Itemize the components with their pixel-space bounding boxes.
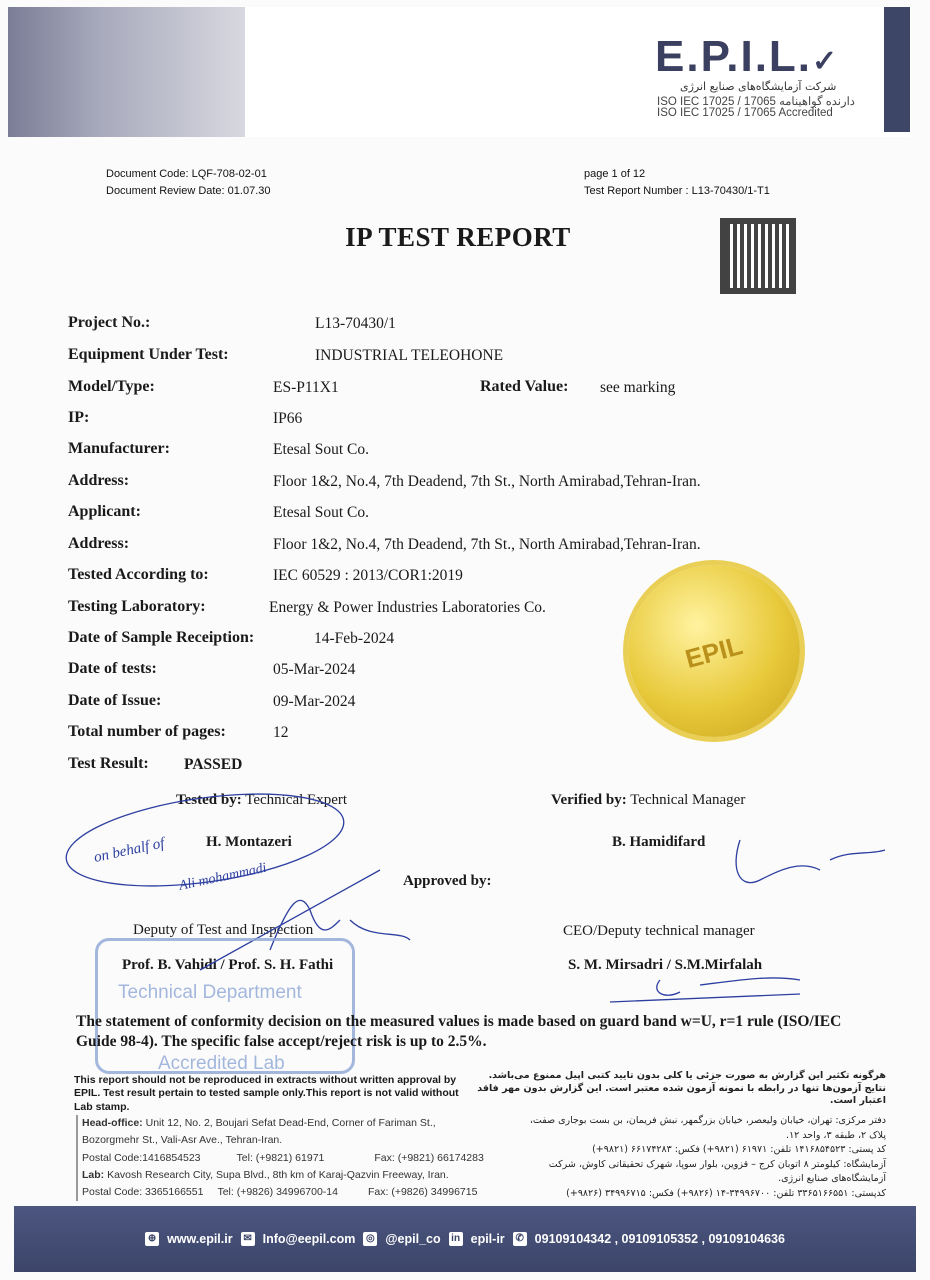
- report-number: Test Report Number : L13-70430/1-T1: [584, 185, 770, 197]
- document-code: Document Code: LQF-708-02-01: [106, 168, 267, 180]
- header-accent-bar: [884, 7, 910, 132]
- field-label: Date of Sample Receiption:: [68, 629, 255, 646]
- field-value: Energy & Power Industries Laboratories Co.: [269, 599, 546, 616]
- header-watermark: [8, 7, 245, 137]
- document-review-date: Document Review Date: 01.07.30: [106, 185, 271, 197]
- instagram-link[interactable]: @epil_co: [385, 1232, 441, 1246]
- field-value: IP66: [273, 410, 303, 427]
- field-value: Floor 1&2, No.4, 7th Deadend, 7th St., North Amirabad,Tehran-Iran.: [273, 473, 701, 490]
- verified-by: Verified by: Technical Manager: [551, 792, 746, 808]
- rated-value: see marking: [600, 379, 676, 396]
- stamp-line-2: Accredited Lab: [158, 1053, 285, 1074]
- footer-addresses-fa: دفتر مرکزی: تهران، خیابان ولیعصر، خیابان بزرگمهر، نبش فریمان، بن بست بوجاری صفت، پلاک ۲، طبقه ۳، واحد ۱۲. کد پستی: ۱۴۱۶۸۵۴۵۲۳ تلفن: ۶۱۹۷۱ (۹۸۲۱+) فکس: ۶۶۱۷۴۲۸۳ (۹۸۲۱+) آزمایشگاه: کیلومتر ۸ اتوبان کرج – قزوین، بلوار سوپا، شهرک تحقیقاتی کاوش، شرکت آزمایشگاه‌های صنایع انرژی. کدپستی: ۳۳۶۵۱۶۶۵۵۱ تلفن: ۳۴۹۹۶۷۰۰-۱۴ (۹۸۲۶+) فکس: ۳۴۹۹۶۷۱۵ (۹۸۲۶+): [529, 1115, 886, 1199]
- field-label: Model/Type:: [68, 378, 155, 395]
- qr-code: [720, 218, 796, 294]
- field-value: PASSED: [184, 756, 243, 773]
- field-value: IEC 60529 : 2013/COR1:2019: [273, 567, 463, 584]
- email-icon: ✉: [241, 1232, 255, 1246]
- verifier-name: B. Hamidifard: [612, 834, 706, 850]
- deputy-role: Deputy of Test and Inspection: [133, 922, 314, 938]
- field-label: Applicant:: [68, 503, 141, 520]
- epil-logo: E.P.I.L.✓: [655, 32, 840, 81]
- field-label: Date of tests:: [68, 660, 157, 677]
- field-label: Tested According to:: [68, 566, 209, 583]
- field-value: Etesal Sout Co.: [273, 441, 370, 458]
- tester-name: H. Montazeri: [206, 834, 292, 850]
- instagram-icon: ◎: [363, 1232, 377, 1246]
- field-value: ES-P11X1: [273, 379, 339, 396]
- handwritten-on-behalf: on behalf of: [92, 835, 166, 866]
- ceo-signature: [610, 978, 800, 1002]
- linkedin-link[interactable]: epil-ir: [470, 1232, 505, 1246]
- email-link[interactable]: Info@eepil.com: [262, 1232, 356, 1246]
- tested-by: Tested by: Technical Expert: [176, 792, 348, 808]
- field-value: Etesal Sout Co.: [273, 504, 370, 521]
- page-number: page 1 of 12: [584, 168, 646, 180]
- field-value: 12: [273, 724, 289, 741]
- iso-fa: ISO IEC 17025 / 17065 دارنده گواهینامه: [657, 96, 855, 108]
- field-label: Equipment Under Test:: [68, 346, 229, 363]
- field-label: IP:: [68, 409, 90, 426]
- field-label: Project No.:: [68, 314, 151, 331]
- stamp-line-1: Technical Department: [118, 982, 302, 1003]
- phone-numbers: 09109104342 , 09109105352 , 09109104636: [534, 1232, 785, 1246]
- deputy-names: Prof. B. Vahidi / Prof. S. H. Fathi: [122, 957, 334, 973]
- footer-addresses-en: Head-office: Unit 12, No. 2, Boujari Sefat Dead-End, Corner of Fariman St., Bozorgmehr St., Vali-Asr Ave., Tehran-Iran. Postal Code:1416854523 Tel: (+9821) 61971 Fax: (+9821) 66174283 Lab: Kavosh Research City, Supa Blvd., 8th km of Karaj-Qazvin Freeway, Iran. Postal Code: 3365166551 Tel: (+9826) 34996700-14 Fax: (+9826) 34996715: [76, 1115, 484, 1201]
- rated-value-label: Rated Value:: [480, 378, 569, 395]
- iso-accredited: ISO IEC 17025 / 17065 Accredited: [657, 107, 833, 119]
- company-name-fa: شرکت آزمایشگاه‌های صنایع انرژی: [680, 80, 837, 93]
- field-label: Testing Laboratory:: [68, 598, 206, 615]
- footer-disclaimer-fa: هرگونه تکثیر این گزارش به صورت جزئی یا کلی بدون تایید کتبی اپیل ممنوع می‌باشد. نتایج آزمون‌ها تنها در رابطه با نمونه آزمون شده معتبر است. این گزارش بدون مهر فاقد اعتبار است.: [477, 1070, 886, 1106]
- field-value: 05-Mar-2024: [273, 661, 356, 678]
- field-value: Floor 1&2, No.4, 7th Deadend, 7th St., North Amirabad,Tehran-Iran.: [273, 536, 701, 553]
- field-label: Manufacturer:: [68, 440, 170, 457]
- lab-stamp: [95, 938, 355, 1074]
- linkedin-icon: in: [449, 1232, 463, 1246]
- ceo-role: CEO/Deputy technical manager: [563, 923, 755, 939]
- field-value: 09-Mar-2024: [273, 693, 356, 710]
- field-label: Date of Issue:: [68, 692, 162, 709]
- field-label: Address:: [68, 472, 130, 489]
- whatsapp-icon: ✆: [513, 1232, 527, 1246]
- field-value: INDUSTRIAL TELEOHONE: [315, 347, 504, 364]
- gold-seal: EPIL: [628, 565, 800, 737]
- approved-by: Approved by:: [403, 873, 492, 889]
- field-label: Address:: [68, 535, 130, 552]
- field-value: L13-70430/1: [315, 315, 396, 332]
- field-label: Test Result:: [68, 755, 149, 772]
- field-value: 14-Feb-2024: [314, 630, 395, 647]
- handwritten-name: Ali mohammadi: [177, 860, 268, 894]
- globe-icon: ⊕: [145, 1232, 159, 1246]
- ceo-names: S. M. Mirsadri / S.M.Mirfalah: [568, 957, 763, 973]
- footer-disclaimer: This report should not be reproduced in extracts without written approval by EPIL. Test result pertain to tested sample only.This report is not valid without Lab stamp.: [74, 1074, 459, 1113]
- verifier-signature: [736, 840, 885, 883]
- contact-bar: [14, 1206, 916, 1272]
- website-link[interactable]: www.epil.ir: [167, 1232, 233, 1246]
- conformity-statement: The statement of conformity decision on the measured values is made based on guard band w=U, r=1 rule (ISO/IEC Guide 98-4). The specific false accept/reject risk is up to 2.5%.: [76, 1013, 842, 1050]
- page-title: IP TEST REPORT: [345, 222, 571, 252]
- field-label: Total number of pages:: [68, 723, 226, 740]
